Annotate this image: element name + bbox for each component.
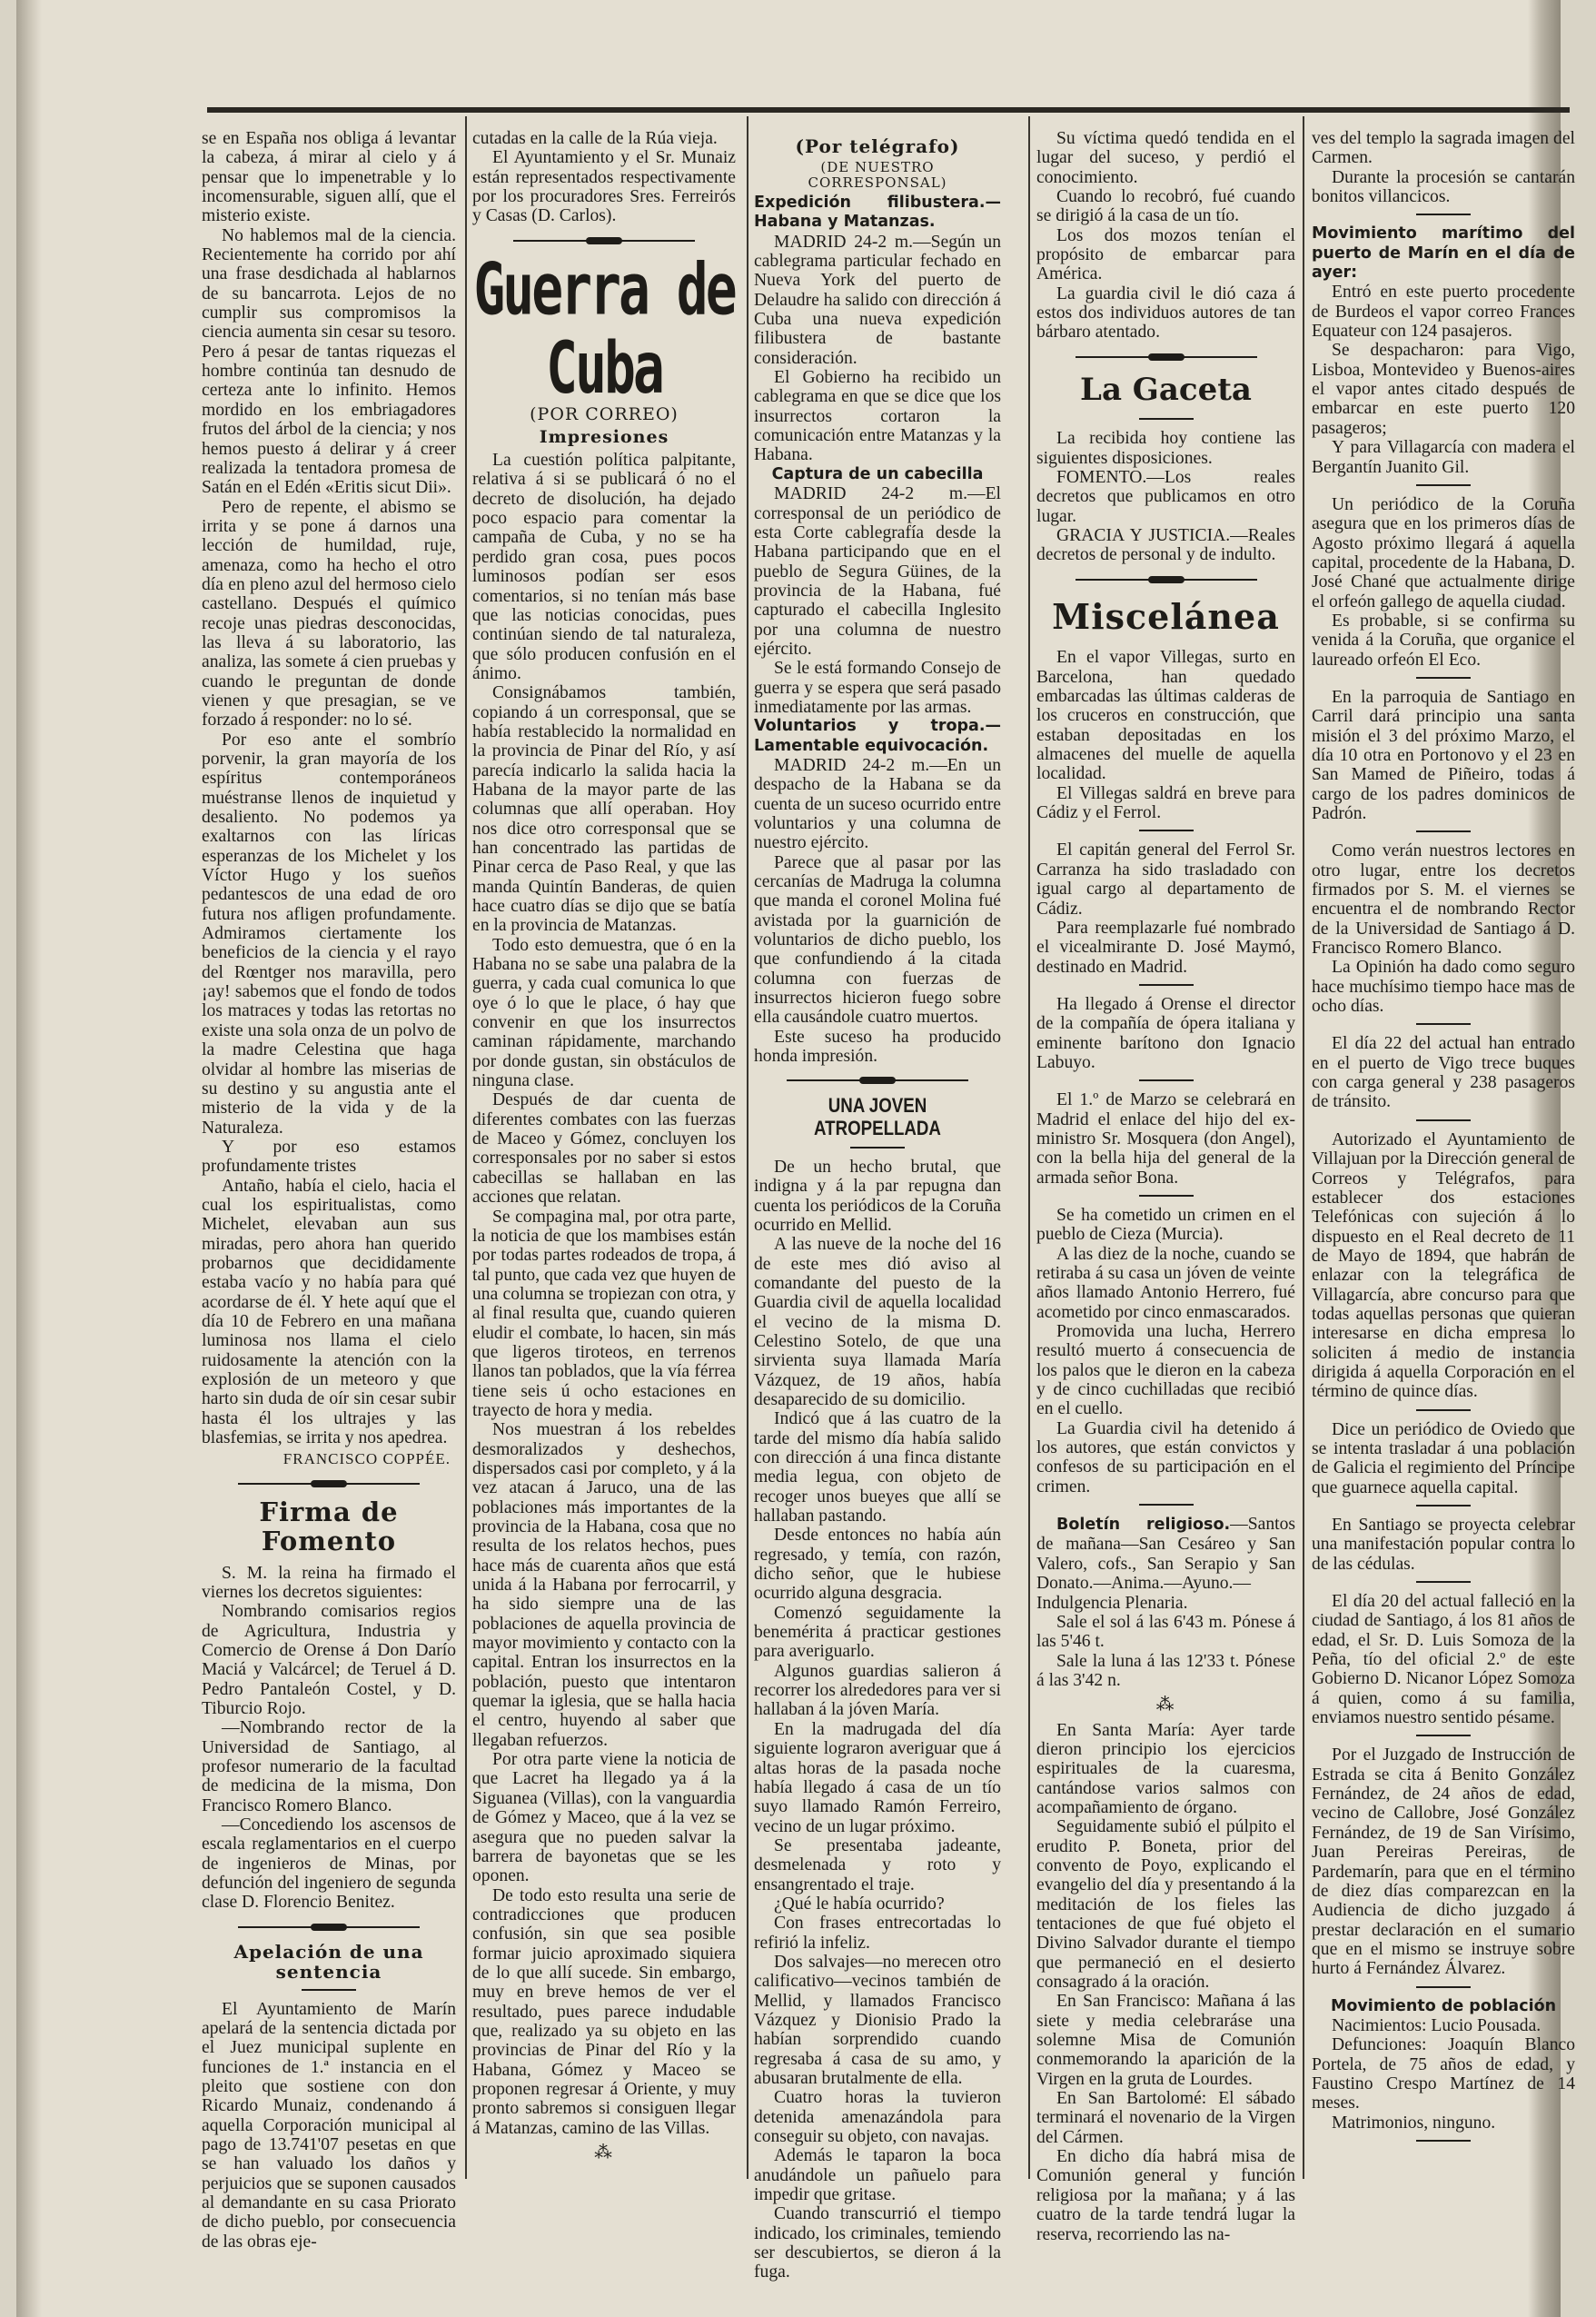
news-title: Expedición filibustera.—Habana y Matanzas.	[754, 194, 1001, 232]
divider	[1416, 214, 1471, 215]
article-paragraph: Autorizado el Ayuntamiento de Villajuan por la Dirección general de Correos y Telégrafos, para establecer dos estaciones Telefónicas con sujeción á lo dispuesto en el Real decreto de 11 de Mayo de 1894, que habrán de enlazar con la telegráfica de Villagarcía, abre concurso para que todas aquellas personas que quieran interesarse en dicha empresa lo soliciten á medio de instancia dirigida á aquella Corporación en el término de quince días.	[1312, 1129, 1575, 1402]
article-paragraph: Con frases entrecortadas lo refirió la infeliz.	[754, 1914, 1001, 1953]
article-paragraph: Consignábamos también, copiando á un corresponsal, que se había restablecido la normalidad en la provincia de Pinar del Río, y así parecía indicarlo la salida hacia la Habana de la mayor parte de las columnas que allí operaban. Hoy nos dice otro corresponsal que se han concentrado las partidas de Pinar cerca de Paso Real, y que las manda Quintín Banderas, de quien hace cuatro días se dijo que se batía en la provincia de Matanzas.	[472, 683, 736, 936]
article-paragraph: La cuestión política palpitante, relativa á si se publicará ó no el decreto de disolución, ha dejado poco espacio para comentar la campaña de Cuba, y no se ha perdido gran cosa, pues pocos luminosos podían ser esos comentarios, si no tenían más base que las noticias conocidas, pues continúan siendo de tal naturaleza, que sólo producen confusión en el ánimo.	[472, 451, 736, 683]
article-paragraph: Su víctima quedó tendida en el lugar del suceso, y perdió el conocimiento.	[1036, 129, 1295, 187]
binding-shadow	[16, 0, 42, 2317]
ornament-divider	[513, 237, 695, 244]
article-paragraph: Entró en este puerto procedente de Burdeos el vapor correo Frances Equateur con 124 pasajeros.	[1312, 283, 1575, 342]
article-paragraph: Parece que al pasar por las cercanías de Madruga la columna que manda el coronel Molina fué avistada por la guarnición de voluntarios de dicho pueblo, los que confundiendo á la citada columna con fuerzas de insurrectos hicieron fuego sobre ella causándole cuatro muertos.	[754, 852, 1001, 1028]
divider	[302, 1989, 356, 1991]
signature: FRANCISCO COPPÉE.	[283, 1450, 451, 1468]
column-rule	[747, 116, 748, 2179]
article-paragraph: Nombrando comisarios regios de Agricultura, Industria y Comercio de Orense á Don Darío Maciá y Valcárcel; de Teruel á D. Pedro Pantaleón Costel, y D. Tiburcio Rojo.	[202, 1602, 456, 1718]
article-paragraph: Este suceso ha producido honda impresión.	[754, 1027, 1001, 1067]
ornament-divider	[238, 1480, 420, 1487]
article-paragraph: Los dos mozos tenían el propósito de embarcar para América.	[1036, 225, 1295, 284]
divider	[850, 1147, 905, 1149]
article-paragraph: Nos muestran á los rebeldes desmoralizados y deshechos, dispersados casi por completo, y á la vez atacan á Jaruco, una de las poblaciones más importantes de la provincia de la Habana, cosa que no resulta de los relatos hechos, pues hace más de cuarenta años que está unida á la Habana por ferrocarril, y ha sido siempre una de las poblaciones de aquella provincia de mayor movimiento y contacto con la capital. Entran los insurrectos en la población, puesto que intentaron quemar la iglesia, que se halla hacia el centro, huyendo al saber que llegaban refuerzos.	[472, 1420, 736, 1750]
section-heading: Miscelánea	[1052, 595, 1280, 637]
article-paragraph: Todo esto demuestra, que ó en la Habana no se sabe una palabra de la guerra, y cada cual comunica lo que oye ó lo que le place, ó hay que convenir en que los insurrectos caminan rápidamente, marchando por donde gustan, sin obstáculos de ninguna clase.	[472, 935, 736, 1091]
article-paragraph: cutadas en la calle de la Rúa vieja.	[472, 129, 718, 148]
article-paragraph: De todo esto resulta una serie de contradicciones que producen confusión, sin que sea posible formar juicio aproximado siquiera de lo que allí sucede. Sin embargo, muy en breve hemos de ver el resultado, pues parece indudable que, realizado ya su objeto en las provincias de Pinar del Río y la Habana, Gómez y Maceo se proponen regresar á Oriente, y muy pronto sabremos si consiguen llegar á Matanzas, camino de las Villas.	[472, 1885, 736, 2138]
article-paragraph: En la parroquia de Santiago en Carril dará principio una santa misión el 3 del próximo Marzo, el día 10 otra en Portonovo y el 23 en San Mamed de Piñeiro, todas á cargo de los padres dominicos de Padrón.	[1312, 687, 1575, 823]
asterism: ⁂	[1155, 1695, 1176, 1715]
divider	[1416, 830, 1471, 832]
article-paragraph: En Santiago se proyecta celebrar una manifestación popular contra lo de las cédulas.	[1312, 1516, 1575, 1574]
article-paragraph: Y por eso estamos profundamente tristes	[202, 1137, 456, 1177]
divider	[1139, 1079, 1194, 1081]
news-title: Captura de un cabecilla	[771, 464, 984, 483]
asterism: ⁂	[594, 2143, 614, 2163]
article-paragraph: Después de dar cuenta de diferentes combates con las fuerzas de Maceo y Gómez, concluyen los corresponsales por no saber si estos cabecillas se hallaban en las acciones que relatan.	[472, 1090, 736, 1208]
section-subheading: (POR CORREO)	[530, 404, 679, 425]
column-1	[202, 129, 456, 2252]
divider	[1416, 1581, 1471, 1583]
column-2	[472, 129, 736, 2173]
article-paragraph: MADRID 24-2 m.—En un despacho de la Habana se da cuenta de un suceso ocurrido entre voluntarios y una columna de nuestro ejército.	[754, 755, 1001, 853]
article-paragraph: A las nueve de la noche del 16 de este mes dió aviso al comandante del puesto de la Guardia civil de aquella localidad el vecino de la misma D. Celestino Sotelo, de que una sirvienta suya llamada María Vázquez, de 19 años, había desaparecido de su domicilio.	[754, 1235, 1001, 1409]
article-paragraph: Se despacharon: para Vigo, Lisboa, Montevideo y Buenos-aires el vapor antes citado después de embarcar en este puerto 120 pasageros;	[1312, 341, 1575, 438]
article-paragraph: En San Bartolomé: El sábado terminará el novenario de la Virgen del Cármen.	[1036, 2089, 1295, 2147]
article-paragraph: Dos salvajes—no merecen otro calificativo—vecinos también de Mellid, y llamados Francisco Vázquez y Dionisio Prado la habían sorprendido cuando regresaba á casa de su amo, y abusaran brutalmente de ella.	[754, 1952, 1001, 2088]
article-paragraph: Por el Juzgado de Instrucción de Estrada se cita á Benito González Fernández, de 24 años de edad, vecino de Callobre, José González Fernández, de 19 de San Virísimo, Juan Pereiras Pereiras, de Pardemarín, para que en el término de diez días comparezcan en la Audiencia de dicho juzgado á prestar declaración en el sumario que en el mismo se instruye sobre hurto á Fernández Álvarez.	[1312, 1745, 1575, 1979]
article-paragraph: En la madrugada del día siguiente lograron averiguar que á altas horas de la pasada noche había llegado á casa de un tío suyo llamado Ramón Ferreiro, vecino de un lugar próximo.	[754, 1719, 1001, 1836]
article-paragraph: FOMENTO.—Los reales decretos que publicamos en otro lugar.	[1036, 467, 1295, 526]
article-paragraph: Defunciones: Joaquín Blanco Portela, de 75 años de edad, y Faustino Crespo Martínez de 14 meses.	[1312, 2035, 1575, 2113]
article-paragraph: ¿Qué le había ocurrido?	[774, 1894, 945, 1914]
ornament-divider	[238, 1924, 420, 1931]
divider	[1416, 1986, 1471, 1988]
divider	[1416, 1505, 1471, 1507]
article-paragraph: La Guardia civil ha detenido á los autores, que están convictos y confesos de su participación en el crimen.	[1036, 1418, 1295, 1497]
column-rule	[1303, 116, 1304, 2179]
section-heading: Apelación de una sentencia	[233, 1940, 424, 1983]
article-paragraph: Algunos guardias salieron á recorrer los alrededores para ver si hallaban á la jóven María.	[754, 1661, 1001, 1720]
article-paragraph: De un hecho brutal, que indigna y á la par repugna dan cuenta los periódicos de la Coruña ocurrido en Mellid.	[754, 1157, 1001, 1235]
article-paragraph: Por otra parte viene la noticia de que Lacret ha llegado ya á la Siguanea (Villas), con la vanguardia de Gómez y Maceo, que á la vez se asegura que no pueden salvar la barrera de bayonetas que se les oponen.	[472, 1750, 736, 1886]
article-paragraph: Sale la luna á las 12'33 t. Pónese á las 3'42 n.	[1036, 1651, 1295, 1690]
article-paragraph: En San Francisco: Mañana á las siete y media celebraráse una solemne Misa de Comunión conmemorando la aparición de la Virgen en la gruta de Lourdes.	[1036, 1992, 1295, 2089]
section-subheading: Impresiones	[539, 427, 669, 448]
article-paragraph: Matrimonios, ninguno.	[1332, 2113, 1496, 2133]
article-paragraph: Seguidamente subió el púlpito el erudito P. Boneta, prior del convento de Poyo, explicando el evangelio del día y presentando á la meditación de los fieles las tentaciones de que fué objeto el Divino Salvador durante el tiempo que permaneció en el desierto consagrado á la oración.	[1036, 1817, 1295, 1993]
section-heading: La Gaceta	[1080, 371, 1252, 408]
section-subheading: (DE NUESTRO CORRESPONSAL)	[808, 159, 947, 191]
divider	[1416, 1409, 1471, 1411]
article-paragraph: S. M. la reina ha firmado el viernes los decretos siguientes:	[202, 1563, 456, 1602]
article-paragraph: Sale el sol á las 6'43 m. Pónese á las 5'46 t.	[1036, 1612, 1295, 1652]
header-rule	[207, 107, 1570, 113]
article-paragraph: El Ayuntamiento y el Sr. Munaiz están representados respectivamente por los procuradores Sres. Ferreirós y Casas (D. Carlos).	[472, 148, 736, 226]
article-paragraph: El capitán general del Ferrol Sr. Carranza ha sido trasladado con igual cargo al departamento de Cádiz.	[1036, 840, 1295, 919]
news-title: Movimiento marítimo del puerto de Marín en el día de ayer:	[1312, 224, 1575, 283]
article-paragraph: Promovida una lucha, Herrero resultó muerto á consecuencia de los palos que le dieron en la cabeza y de cinco cuchilladas que recibió en el cuello.	[1036, 1322, 1295, 1419]
section-heading: UNA JOVEN ATROPELLADA	[814, 1094, 941, 1139]
article-paragraph: GRACIA Y JUSTICIA.—Reales decretos de personal y de indulto.	[1036, 525, 1295, 565]
article-paragraph: Para reemplazarle fué nombrado el vicealmirante D. José Maymó, destinado en Madrid.	[1036, 918, 1295, 977]
divider	[1416, 1119, 1471, 1121]
article-paragraph: Por eso ante el sombrío porvenir, la gran mayoría de los espíritus contemporáneos muéstranse llenos de inquietud y desaliento. No podemos ya exaltarnos con las líricas esperanzas de los Michelet y los Víctor Hugo y los sueños pedantescos de una edad de oro futura nos afligen profundamente. Admiramos ciertamente los beneficios de la ciencia y el rayo del Rœntger nos maravilla, pero ¡ay! sabemos que el fondo de todos los matraces y todas las retortas no existe una sola onza de un polvo de la madre Celestina que haga olvidar al hombre las miserias de su destino y su angustia ante el misterio de la vida y de la Naturaleza.	[202, 730, 456, 1138]
divider	[1139, 1195, 1194, 1197]
article-paragraph: Se presentaba jadeante, desmelenada y roto y ensangrentado el traje.	[754, 1835, 1001, 1894]
divider	[1139, 1504, 1194, 1506]
article-paragraph: Cuando lo recobró, fué cuando se dirigió á la casa de un tío.	[1036, 187, 1295, 226]
article-paragraph: A las diez de la noche, cuando se retiraba á su casa un jóven de veinte años llamado Antonio Herrero, fué acometido por cinco enmascarados.	[1036, 1244, 1295, 1322]
article-paragraph: MADRID 24-2 m.—El corresponsal de un periódico de esta Corte cablegrafía desde la Habana participando que en el pueblo de Segura Güines, de la provincia de la Habana, fué capturado el cabecilla Inglesito por una columna de nuestro ejército.	[754, 484, 1001, 659]
article-paragraph: Antaño, había el cielo, hacia el cual los espiritualistas, como Michelet, elevaban aun sus miradas, pero ahora han querido probarnos que decididamente estaba vacío y no había para qué acordarse de él. Y hete aquí que el día 10 de Febrero en una mañana luminosa nos llama el cielo ruidosamente la atención con la explosión de un meteoro y que harto sin duda de oír sin cesar subir hasta él los ultrajes y las blasfemias, se irrita y nos apedrea.	[202, 1176, 456, 1448]
article-paragraph: Nacimientos: Lucio Pousada.	[1332, 2015, 1541, 2035]
article-paragraph: La Opinión ha dado como seguro hace muchísimo tiempo hace mas de ocho días.	[1312, 958, 1575, 1017]
column-4	[1036, 129, 1295, 2244]
article-paragraph: Ha llegado á Orense el director de la compañía de ópera italiana y eminente barítono don Ignacio Labuyo.	[1036, 994, 1295, 1072]
article-paragraph: se en España nos obliga á levantar la cabeza, á mirar al cielo y á pensar que lo impenetrable y lo incomensurable, siguen allí, que el misterio existe.	[202, 129, 456, 226]
article-paragraph: Un periódico de la Coruña asegura que en los primeros días de Agosto próximo llegará á aquella capital, procedente de la Habana, D. José Chané que actualmente dirige el orfeón gallego de aquella ciudad.	[1312, 494, 1575, 612]
article-paragraph: En Santa María: Ayer tarde dieron principio los ejercicios espirituales de la cuaresma, cantándose varios salmos con acompañamiento de órgano.	[1036, 1720, 1295, 1817]
section-heading: Guerra de Cuba	[473, 247, 735, 410]
article-paragraph: Es probable, si se confirma su venida á la Coruña, que organice el laureado orfeón El Eco.	[1312, 611, 1575, 670]
article-paragraph: Pero de repente, el abismo se irrita y se pone á darnos una lección de humildad, ruje, amenaza, como ha hecho el otro día en pleno azul del hermoso cielo castellano. Después el químico recoje unas piedras desconocidas, las lleva á su laboratorio, las analiza, las somete á cien pruebas y cuando le preguntan de donde vienen y que presagian, se ve forzado á responder: no lo sé.	[202, 497, 456, 731]
divider	[1416, 2140, 1471, 2142]
article-paragraph: Dice un periódico de Oviedo que se intenta trasladar á una población de Galicia el regimiento del Príncipe que guarnece aquella capital.	[1312, 1419, 1575, 1497]
article-paragraph: Se compagina mal, por otra parte, la noticia de que los mambises están por todas partes rodeados de tropa, á tal punto, que cada vez que huyen de una columna se tropiezan con otra, y al final resulta que, cuando quieren eludir el combate, lo hacen, sin más que ligeros tiroteos, en terrenos llanos tan poblados, que la vía férrea tiene seis ú ocho estaciones en trayecto de hora y media.	[472, 1207, 736, 1420]
article-paragraph: El día 22 del actual han entrado en el puerto de Vigo trece buques con carga general y 238 pasageros de tránsito.	[1312, 1034, 1575, 1112]
article-paragraph: —Nombrando rector de la Universidad de Santiago, al profesor numerario de la facultad de medicina de la misma, Don Francisco Romero Blanco.	[202, 1718, 456, 1815]
article-paragraph: Cuando transcurrió el tiempo indicado, los criminales, temiendo ser descubiertos, se dieron á la fuga.	[754, 2204, 1001, 2282]
divider	[1139, 984, 1194, 986]
article-paragraph: La guardia civil le dió caza á estos dos individuos autores de tan bárbaro atentado.	[1036, 283, 1295, 343]
article-paragraph: No hablemos mal de la ciencia. Recientemente ha corrido por ahí una frase desdichada al hablarnos de su bancarrota. Lejos de no cumplir sus compromisos la ciencia aumenta sin cesar su tesoro. Pero á pesar de tantas riquezas el hombre continúa tan desnudo de certeza ante lo infinito. Hemos mordido en los embriagadores frutos del árbol de la ciencia; y nos hemos puesto á delirar y á creer realizada la tentadora promesa de Satán en el Edén «Eritis sicut Dii».	[202, 225, 456, 498]
divider	[1416, 484, 1471, 486]
article-paragraph: Como verán nuestros lectores en otro lugar, entre los decretos firmados por S. M. el viernes se encuentra el de nombrando Rector de la Universidad de Santiago á D. Francisco Romero Blanco.	[1312, 841, 1575, 959]
divider	[1139, 830, 1194, 831]
news-title: Movimiento de población	[1330, 1996, 1557, 2015]
article-paragraph: Comenzó seguidamente la benemérita á practicar gestiones para averiguarlo.	[754, 1603, 1001, 1662]
article-text: —Santos de mañana—San Cesáreo y San Valero, cofs., San Serapio y San Donato.—Anima.—Ayuno.—Indulgencia Plenaria.	[1036, 1515, 1295, 1613]
column-rule	[1028, 116, 1030, 2179]
article-paragraph: Indicó que á las cuatro de la tarde del mismo día había salido con dirección á una finca distante media legua, con objeto de recoger unos bueyes que allí se hallaban pastando.	[754, 1409, 1001, 1526]
column-5	[1312, 129, 1575, 2173]
ornament-divider	[1076, 576, 1257, 583]
article-paragraph: MADRID 24-2 m.—Según un cablegrama particular fechado en Nueva York del puerto de Delaudre ha salido con dirección á Cuba una nueva expedición filibustera de bastante consideración.	[754, 232, 1001, 368]
column-3	[754, 129, 1001, 2282]
article-paragraph: El día 20 del actual falleció en la ciudad de Santiago, á los 81 años de edad, el Sr. D. Luis Somoza de la Peña, tío del oficial 2.º de este Gobierno D. Nicanor López Somoza á quien, como á su familia, enviamos nuestro sentido pésame.	[1312, 1592, 1575, 1728]
article-paragraph: Desde entonces no había aún regresado, y temía, con razón, dicho señor, que le hubiese ocurrido alguna desgracia.	[754, 1526, 1001, 1604]
article-paragraph: El Villegas saldrá en breve para Cádiz y el Ferrol.	[1036, 783, 1295, 823]
divider	[1416, 1023, 1471, 1025]
article-paragraph: La recibida hoy contiene las siguientes disposiciones.	[1036, 429, 1295, 468]
article-paragraph: Se ha cometido un crimen en el pueblo de Cieza (Murcia).	[1036, 1205, 1295, 1245]
ornament-divider	[1076, 353, 1257, 361]
divider	[1416, 1735, 1471, 1736]
section-heading: Firma de Fomento	[259, 1496, 399, 1556]
news-title: Boletín religioso.	[1056, 1516, 1231, 1535]
section-heading: (Por telégrafo)	[795, 135, 960, 157]
article-paragraph: En el vapor Villegas, surto en Barcelona, han quedado embarcadas las últimas calderas de los cruceros en construcción, que estaban depositadas en los almacenes del muelle de aquella localidad.	[1036, 648, 1295, 784]
article-paragraph: El 1.º de Marzo se celebrará en Madrid el enlace del hijo del ex-ministro Sr. Mosquera (don Angel), con la bella hija del general de la armada señor Bona.	[1036, 1090, 1295, 1188]
article-paragraph: Además le taparon la boca anudándole un pañuelo para impedir que gritase.	[754, 2146, 1001, 2205]
article-paragraph: Se le está formando Consejo de guerra y se espera que será pasado inmediatamente por las armas.	[754, 659, 1001, 717]
article-paragraph: El Gobierno ha recibido un cablegrama en que se dice que los insurrectos cortaron la comunicación entre Matanzas y la Habana.	[754, 368, 1001, 465]
divider	[1139, 418, 1194, 420]
article-paragraph: —Concediendo los ascensos de escala reglamentarios en el cuerpo de ingenieros de Minas, por defunción del ingeniero de segunda clase D. Florencio Benitez.	[202, 1815, 456, 1913]
column-rule	[465, 116, 467, 2179]
article-paragraph: Y para Villagarcía con madera el Bergantín Juanito Gil.	[1312, 438, 1575, 477]
ornament-divider	[787, 1077, 968, 1084]
article-paragraph: Cuatro horas la tuvieron detenida amenazándola para conseguir su objeto, con navajas.	[754, 2088, 1001, 2147]
article-paragraph: El Ayuntamiento de Marín apelará de la sentencia dictada por el Juez municipal suplente en funciones de 1.ª instancia en el pleito que sostiene con don Ricardo Munaiz, condenando á aquella Corporación municipal al pago de 13.741'07 pesetas en que se han valuado los daños y perjuicios que se suponen causados al demandante en su casa Priorato de dicho pueblo, por consecuencia de las obras eje-	[202, 1999, 456, 2252]
article-paragraph: Durante la procesión se cantarán bonitos villancicos.	[1312, 167, 1575, 207]
article-paragraph: En dicho día habrá misa de Comunión general y función religiosa por la mañana; y á las cuatro de la tarde tendrá lugar la reserva, recorriendo las na-	[1036, 2147, 1295, 2244]
article-paragraph: ves del templo la sagrada imagen del Carmen.	[1312, 129, 1575, 168]
news-title: Voluntarios y tropa.—Lamentable equivocación.	[754, 717, 1001, 755]
divider	[1416, 677, 1471, 679]
